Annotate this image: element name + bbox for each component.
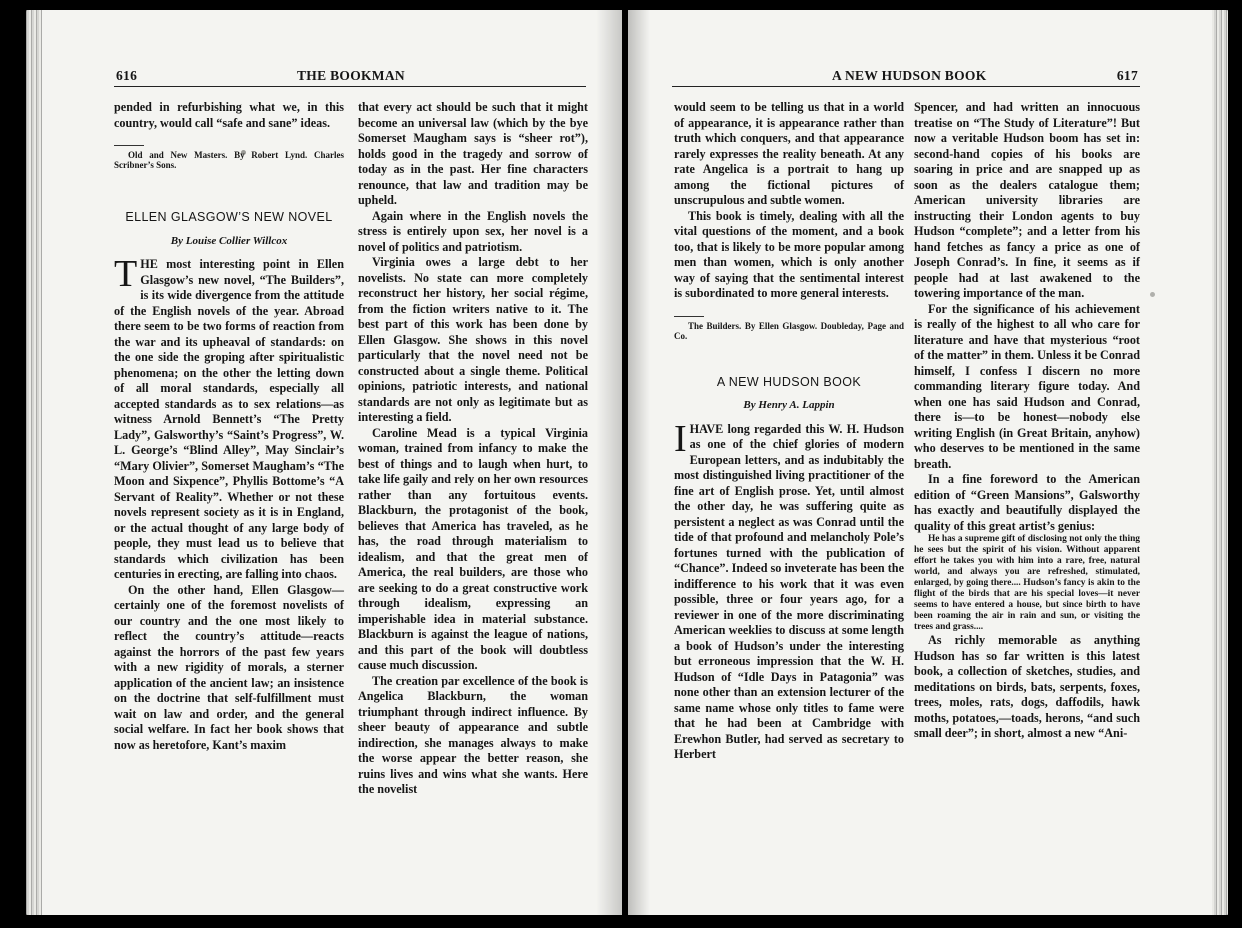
- running-title: THE BOOKMAN: [297, 68, 405, 83]
- right-page-edge: [1212, 10, 1228, 915]
- page-number: 617: [1116, 68, 1138, 83]
- paragraph: For the significance of his achievement is really of the highest to all who care for literature and have that mysterious “root of the matter” in them. Unless it be Conrad himself, I confess I discern no more commanding literary figure today. And when one has said Hudson and Conrad, there is—to be honest—nobody else writing English (in Great Britain, anyhow) who deserves to be mentioned in the same breath.: [914, 301, 1140, 471]
- left-page-edge: [26, 10, 42, 915]
- column-3: [674, 100, 904, 763]
- running-head-left: [114, 60, 586, 87]
- gutter-shadow-right: [628, 10, 650, 915]
- paragraph: In a fine foreword to the American edition of “Green Mansions”, Galsworthy has exactly and beautifully displayed the quality of this great artist’s genius:: [914, 472, 1140, 533]
- footnote: Old and New Masters. By Robert Lynd. Charles Scribner’s Sons.: [114, 150, 344, 170]
- paragraph: THE most interesting point in Ellen Glasgow’s new novel, “The Builders”, is its wide divergence from the attitude of the English novels of the year. Abroad there seem to be two forms of reaction from the war and its upheaval of standards: on the one side the groping after spiritualistic phenomena; on the other the letting down of all moral standards, especially all accepted standards as to sex relations—as witness Arnold Bennett’s “The Pretty Lady”, Galsworthy’s “Saint’s Progress”, W. L. George’s “Blind Alley”, May Sinclair’s “Mary Olivier”, Somerset Maugham’s “The Moon and Sixpence”, Phyllis Bottome’s “A Servant of Reality”. Whether or not these novels represent society as it is in England, or the actual thought of any large body of people, they must lead us to believe that standards which civilization has been centuries in erecting, are falling into chaos.: [114, 253, 344, 581]
- article-title: ELLEN GLASGOW’S NEW NOVEL: [125, 210, 333, 224]
- running-title: A NEW HUDSON BOOK: [832, 68, 987, 83]
- paragraph: On the other hand, Ellen Glasgow—certainly one of the foremost novelists of our country and the one most likely to reflect the country’s attitude—reacts against the horrors of the past few years with a new rigidity of morals, a sterner application of the ancient law; an insistence on the doctrine that self-fulfillment must wait on law and order, and the general social welfare. In fact her book shows that now as heretofore, Kant’s maxim: [114, 582, 344, 752]
- paragraph: The creation par excellence of the book is Angelica Blackburn, the woman triumphant through indirect influence. By sheer beauty of appearance and subtle indirection, she manages always to make the worse appear the better reason, she ruins lives and wins what she wants. Here the novelist: [358, 673, 588, 796]
- paragraph: Virginia owes a large debt to her novelists. No state can more completely reconstruct her history, her social régime, from the fiction writers native to it. The best part of this work has been done by Ellen Glasgow. She shows in this novel particularly that the novel need not be constructed about a single theme. Political opinions, patriotic interests, and national standards are not only as legitimate but as interesting a field.: [358, 255, 588, 424]
- paragraph: would seem to be telling us that in a world of appearance, it is appearance rather than truth which conquers, and that appearance rarely expresses the reality beneath. At any rate Angelica is a portrait to hang up among the fictional pictures of unscrupulous and subtle women.: [674, 100, 904, 207]
- paragraph: Again where in the English novels the stress is entirely upon sex, her novel is a novel of politics and patriotism.: [358, 208, 588, 254]
- block-quote: He has a supreme gift of disclosing not only the thing he sees but the spirit of his vision. Without apparent effort he takes you with him into a rare, free, natural world, and always you are refreshed, stimulated, enlarged, by going there.... Hudson’s fancy is akin to the flight of the birds that are his special loves—it never seems to have entered a house, but since birth to have been roaming the air in rain and sun, or visiting the trees and grass....: [914, 534, 1140, 632]
- footnote-rule: [674, 316, 704, 317]
- drop-cap: I: [674, 417, 687, 460]
- paragraph: This book is timely, dealing with all the vital questions of the moment, and a book too, that is likely to be more popular among men than women, which is only another way of saying that the sentimental interest is subordinated to more general interests.: [674, 208, 904, 300]
- paragraph: pended in refurbishing what we, in this country, would call “safe and sane” ideas.: [114, 100, 344, 130]
- column-2: [358, 100, 588, 798]
- paragraph: Spencer, and had written an innocuous treatise on “The Study of Literature”! But now a veritable Hudson boom has set in: second-hand copies of his books are soaring in price and are snapped up as soon as the dealers catalogue them; American university libraries are instructing their London agents to buy Hudson “complete”; and a letter from his hand fetches as fancy a price as one of Joseph Conrad’s. In fine, it seems as if people had at last awakened to the towering importance of the man.: [914, 100, 1140, 300]
- byline: By Louise Collier Willcox: [170, 234, 288, 247]
- paragraph: As richly memorable as anything Hudson has so far written is this latest book, a collection of sketches, studies, and meditations on birds, bats, serpents, foxes, trees, moles, rats, dogs, daffodils, hawk moths, potatoes,—toads, herons, “and such small deer”; in short, almost a new “Ani-: [914, 633, 1140, 740]
- gutter-shadow-left: [596, 10, 622, 915]
- column-4: [914, 100, 1140, 742]
- paragraph: that every act should be such that it might become an universal law (which by the bye Somerset Maugham says is “sheer rot”), holds good in the tragedy and sorrow of today as in the past. Her fine characters renounce, that law and tradition may be upheld.: [358, 100, 588, 207]
- paragraph: IHAVE long regarded this W. H. Hudson as one of the chief glories of modern European letters, and as indubitably the most distinguished living practitioner of the fine art of English prose. Yet, until almost the other day, he was suffering quite as persistent a neglect as was Conrad until the tide of that profound and melancholy Pole’s fortunes turned with the publication of “Chance”. Indeed so inveterate has been the indifference to his work that it was even possible, three or four years ago, for a reviewer in one of the more discriminating American weeklies to discuss at some length a book of Hudson’s under the interesting but erroneous impression that the W. H. Hudson of “Idle Days in Patagonia” was none other than an extension lecturer of the same name whose only titles to fame were that he had been at Cambridge with Erewhon Butler, had served as secretary to Herbert: [674, 417, 904, 761]
- running-head-right: [672, 60, 1140, 87]
- column-1: [114, 100, 344, 753]
- footnote: The Builders. By Ellen Glasgow. Doubleday, Page and Co.: [674, 320, 904, 341]
- footnote-rule: [114, 145, 144, 146]
- paragraph: Caroline Mead is a typical Virginia woman, trained from infancy to make the best of things and to laugh when hurt, to take life gaily and rely on her own resources rather than any fortuitous events. Blackburn, the protagonist of the book, believes that America has traveled, as he has, the road through materialism to idealism, and that the great men of America, the real builders, are those who are seeking to do a great constructive work through idealism, expressing an imperishable idea in material substance. Blackburn is against the league of nations, and this part of the book will doubtless cause much discussion.: [358, 425, 588, 672]
- speck-mark: [1150, 292, 1155, 297]
- page-number: 616: [116, 68, 138, 83]
- byline: By Henry A. Lappin: [743, 399, 835, 411]
- article-title: A NEW HUDSON BOOK: [716, 374, 862, 389]
- drop-cap: T: [114, 253, 138, 295]
